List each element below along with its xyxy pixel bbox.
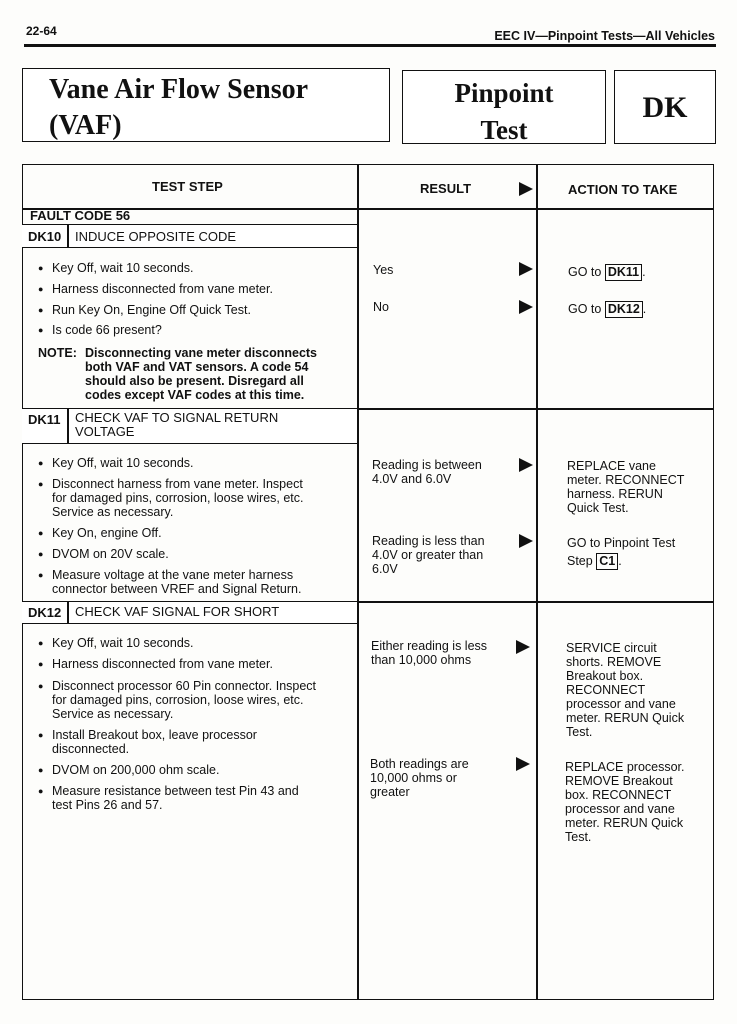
action-goto-pinpoint-c1 — [567, 536, 675, 570]
note-line: Disconnecting vane meter disconnects — [85, 346, 318, 360]
action-goto-dk12 — [568, 301, 646, 318]
result-line: Either reading is less — [371, 639, 488, 653]
bullet-line: ● Harness disconnected from vane meter. — [52, 657, 273, 671]
bullet-item: ● Is code 66 present? — [38, 323, 162, 337]
action-suffix: . — [642, 265, 646, 279]
result-line: 4.0V or greater than — [372, 548, 484, 562]
action-line: box. RECONNECT — [565, 788, 672, 802]
action-suffix: . — [618, 554, 622, 568]
bullet-line: ● Key On, engine Off. — [52, 526, 162, 540]
step-title-dk10: INDUCE OPPOSITE CODE — [75, 229, 237, 244]
step-title-line-1: CHECK VAF TO SIGNAL RETURN — [75, 410, 279, 425]
bullet-item — [38, 547, 169, 561]
bullet-item: ● Run Key On, Engine Off Quick Test. — [38, 303, 251, 317]
step-code-dk10: DK10 — [28, 229, 62, 244]
bullet-line: ● Disconnect processor 60 Pin connector. Inspect — [52, 679, 317, 693]
bullet-item — [38, 679, 316, 721]
result-no: No — [373, 300, 389, 314]
note-line: codes except VAF codes at this time. — [85, 388, 305, 402]
action-goto-dk11 — [568, 264, 646, 281]
step-ref-box: DK12 — [605, 301, 643, 318]
column-divider-result — [357, 164, 359, 1000]
action-line: Test. — [565, 830, 592, 844]
result-line: Reading is between — [372, 458, 482, 472]
result-yes: Yes — [373, 263, 394, 277]
action-line: meter. RERUN Quick — [566, 711, 685, 725]
action-replace-vane-meter — [567, 459, 684, 515]
step-code-divider — [67, 601, 69, 624]
step-ref-box: C1 — [596, 553, 618, 570]
step-code-dk12: DK12 — [28, 605, 62, 620]
col-result: RESULT — [420, 181, 472, 196]
result-arrow-icon — [519, 300, 533, 314]
result-reading-outside — [372, 534, 485, 576]
action-line: processor and vane — [565, 802, 675, 816]
step-code-dk11: DK11 — [28, 412, 61, 427]
step-code-divider — [67, 408, 69, 444]
bullet-item — [38, 784, 299, 812]
bullet-item: ● Harness disconnected from vane meter. — [38, 282, 273, 296]
action-line: REPLACE processor. — [565, 760, 685, 774]
action-replace-processor — [565, 760, 685, 844]
action-line: Test. — [566, 725, 593, 739]
bullet-line: for damaged pins, corrosion, loose wires, etc. — [52, 491, 304, 505]
result-line: than 10,000 ohms — [371, 653, 472, 667]
bullet-line: ● Measure voltage at the vane meter harness — [52, 568, 294, 582]
bullet-line: ● Install Breakout box, leave processor — [52, 728, 257, 742]
bullet-line: ● DVOM on 200,000 ohm scale. — [52, 763, 220, 777]
header-arrow-icon — [519, 182, 533, 196]
step-title-line-2: VOLTAGE — [75, 424, 135, 439]
title-box — [22, 68, 390, 142]
header-rule — [24, 44, 716, 47]
action-line: RECONNECT — [566, 683, 646, 697]
action-prefix: Step — [567, 554, 593, 568]
result-10000-or-greater — [370, 757, 469, 799]
result-arrow-icon — [519, 262, 533, 276]
step-ref-box: DK11 — [605, 264, 642, 281]
action-line — [567, 553, 675, 570]
result-arrow-icon — [516, 757, 530, 771]
col-action: ACTION TO TAKE — [568, 182, 678, 197]
action-service-shorts — [566, 641, 684, 739]
result-line: greater — [370, 785, 410, 799]
bullet-line: test Pins 26 and 57. — [52, 798, 163, 812]
bullet-item: ● Key Off, wait 10 seconds. — [38, 261, 194, 275]
bullet-line: disconnected. — [52, 742, 130, 756]
result-line: Both readings are — [370, 757, 469, 771]
bullet-line: ● DVOM on 20V scale. — [52, 547, 169, 561]
bullet-item — [38, 657, 273, 671]
action-line: SERVICE circuit — [566, 641, 657, 655]
result-arrow-icon — [519, 458, 533, 472]
step-title-dk12: CHECK VAF SIGNAL FOR SHORT — [75, 604, 280, 619]
bullet-item — [38, 568, 301, 596]
bullet-line: connector between VREF and Signal Return. — [52, 582, 302, 596]
bullet-item — [38, 456, 194, 470]
step-code-divider — [67, 224, 69, 248]
bullet-item — [38, 763, 219, 777]
title-line-1: Vane Air Flow Sensor — [49, 74, 309, 105]
test-code: DK — [642, 91, 688, 124]
fault-code: FAULT CODE 56 — [30, 208, 131, 223]
result-arrow-icon — [516, 640, 530, 654]
action-line: Quick Test. — [567, 501, 629, 515]
action-prefix: GO to — [568, 302, 602, 316]
bullet-line: ● Measure resistance between test Pin 43 and — [52, 784, 299, 798]
note-label: NOTE: — [38, 346, 77, 360]
action-line: REMOVE Breakout — [565, 774, 673, 788]
bullet-line: ● Key Off, wait 10 seconds. — [52, 636, 194, 650]
action-line: GO to Pinpoint Test — [567, 536, 676, 550]
bullet-line: for damaged pins, corrosion, loose wires, etc. — [52, 693, 304, 707]
bullet-item — [38, 526, 162, 540]
result-line: 10,000 ohms or — [370, 771, 457, 785]
action-line: meter. RECONNECT — [567, 473, 685, 487]
bullet-line: ● Disconnect harness from vane meter. Inspect — [52, 477, 303, 491]
bullet-item — [38, 728, 257, 756]
result-line: Reading is less than — [372, 534, 485, 548]
running-head: EEC IV—Pinpoint Tests—All Vehicles — [494, 29, 715, 43]
result-line: 6.0V — [372, 562, 398, 576]
page-number: 22-64 — [26, 24, 57, 38]
bullet-line: Service as necessary. — [52, 707, 174, 721]
bullet-item — [38, 636, 194, 650]
result-arrow-icon — [519, 534, 533, 548]
action-line: harness. RERUN — [567, 487, 663, 501]
action-line: processor and vane — [566, 697, 676, 711]
column-divider-action — [536, 164, 538, 1000]
action-line: Breakout box. — [566, 669, 644, 683]
action-suffix: . — [642, 302, 647, 316]
note-line: both VAF and VAT sensors. A code 54 — [85, 360, 309, 374]
result-line: 4.0V and 6.0V — [372, 472, 452, 486]
action-line: meter. RERUN Quick — [565, 816, 684, 830]
action-line: shorts. REMOVE — [566, 655, 662, 669]
title-line-2: (VAF) — [49, 110, 122, 141]
test-code-box — [614, 70, 716, 144]
pinpoint-test-box — [402, 70, 606, 144]
result-reading-between — [372, 458, 482, 486]
pinpoint-line-2: Test — [480, 115, 528, 145]
bullet-line: Service as necessary. — [52, 505, 174, 519]
pinpoint-line-1: Pinpoint — [454, 78, 554, 108]
bullet-line: ● Key Off, wait 10 seconds. — [52, 456, 194, 470]
action-prefix: GO to — [568, 265, 602, 279]
action-line: REPLACE vane — [567, 459, 656, 473]
result-less-than-10000 — [371, 639, 487, 667]
col-test-step: TEST STEP — [152, 179, 223, 194]
bullet-item — [38, 477, 304, 519]
note-line: should also be present. Disregard all — [85, 374, 304, 388]
